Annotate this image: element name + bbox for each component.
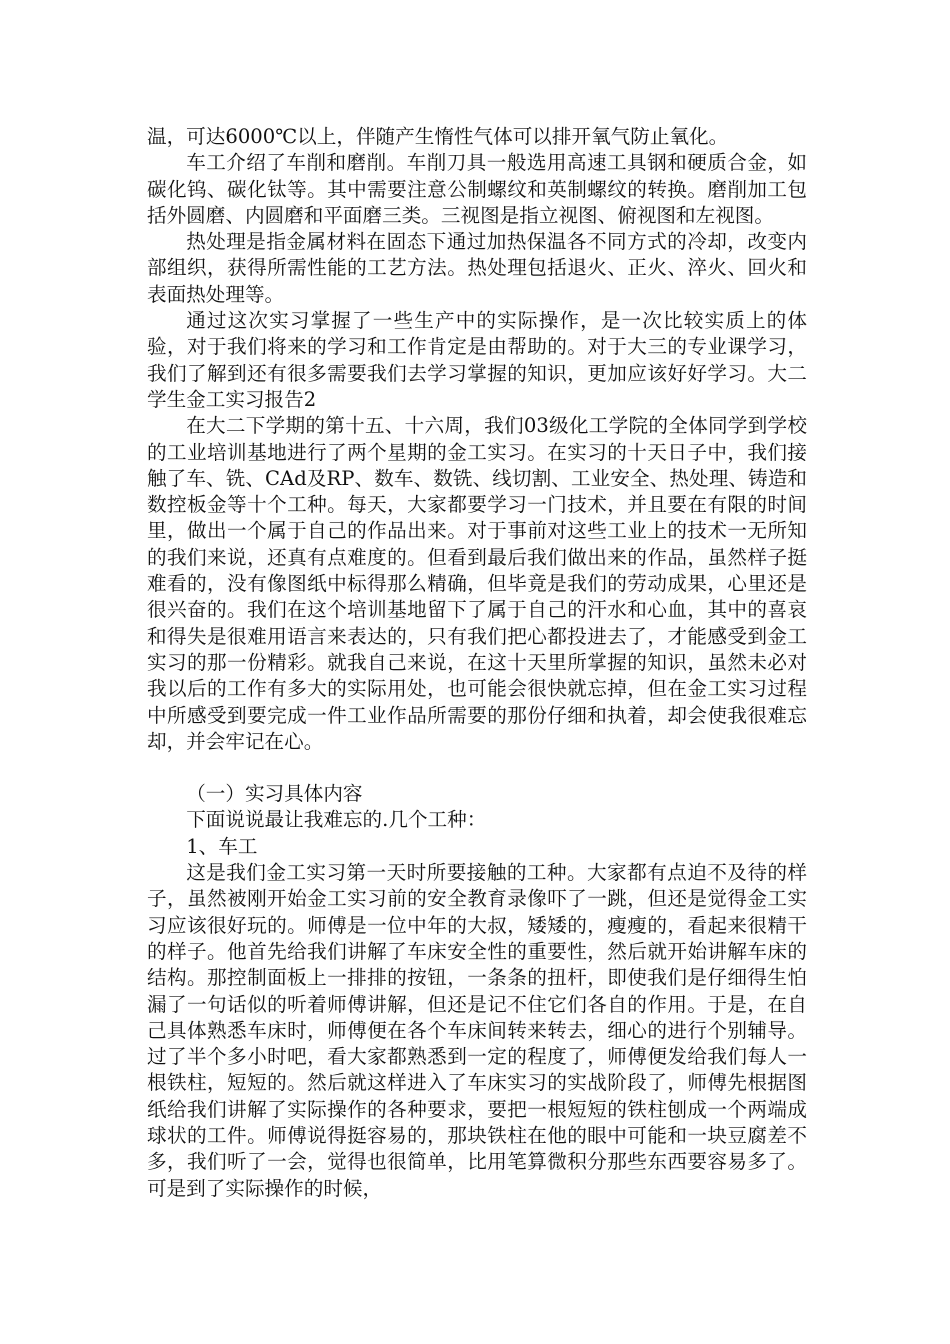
paragraph-continuation: 温，可达6000℃以上，伴随产生惰性气体可以排开氧气防止氧化。: [147, 125, 729, 148]
paragraph-summary: 通过这次实习掌握了一些生产中的实际操作，是一次比较实质上的体验，对于我们将来的学习和工作肯定是由帮助的。对于大三的专业课学习，我们了解到还有很多需要我们去学习掌握的知识，更加应该好好学习。大二学生金工实习报告2: [147, 309, 807, 411]
paragraph-heat-treatment: 热处理是指金属材料在固态下通过加热保温各不同方式的冷却，改变内部组织，获得所需性能的工艺方法。热处理包括退火、正火、淬火、回火和表面热处理等。: [147, 230, 807, 306]
section-heading: （一）实习具体内容: [186, 782, 363, 806]
intro-line: 下面说说最让我难忘的.几个工种：: [186, 808, 487, 832]
paragraph-lathe: 这是我们金工实习第一天时所要接触的工种。大家都有点迫不及待的样子，虽然被刚开始金工实习前的安全教育录像吓了一跳，但还是觉得金工实习应该很好玩的。师傅是一位中年的大叔，矮矮的，瘦瘦的，看起来很精干的样子。他首先给我们讲解了车床安全性的重要性，然后就开始讲解车床的结构。那控制面板上一排排的按钮，一条条的扭杆，即使我们是仔细得生怕漏了一句话似的听着师傅讲解，但还是记不住它们各自的作用。于是，在自己具体熟悉车床时，师傅便在各个车床间转来转去，细心的进行个别辅导。过了半个多小时吧，看大家都熟悉到一定的程度了，师傅便发给我们每人一根铁柱，短短的。然后就这样进入了车床实习的实战阶段了，师傅先根据图纸给我们讲解了实际操作的各种要求，要把一根短短的铁柱刨成一个两端成球状的工件。师傅说得挺容易的，那块铁柱在他的眼中可能和一块豆腐差不多，我们听了一会，觉得也很简单，比用笔算微积分那些东西要容易多了。可是到了实际操作的时候，: [147, 861, 807, 1200]
subheading-lathe: 1、车工: [186, 834, 258, 858]
document-page: [147, 124, 807, 1202]
paragraph-turning: 车工介绍了车削和磨削。车削刀具一般选用高速工具钢和硬质合金，如碳化钨、碳化钛等。其中需要注意公制螺纹和英制螺纹的转换。磨削加工包括外圆磨、内圆磨和平面磨三类。三视图是指立视图、俯视图和左视图。: [147, 151, 807, 227]
paragraph-report-two: 在大二下学期的第十五、十六周，我们03级化工学院的全体同学到学校的工业培训基地进行了两个星期的金工实习。在实习的十天日子中，我们接触了车、铣、CAd及RP、数车、数铣、线切割、工业安全、热处理、铸造和数控板金等十个工种。每天，大家都要学习一门技术，并且要在有限的时间里，做出一个属于自己的作品出来。对于事前对这些工业上的技术一无所知的我们来说，还真有点难度的。但看到最后我们做出来的作品，虽然样子挺难看的，没有像图纸中标得那么精确，但毕竟是我们的劳动成果，心里还是很兴奋的。我们在这个培训基地留下了属于自己的汗水和心血，其中的喜哀和得失是很难用语言来表达的，只有我们把心都投进去了，才能感受到金工实习的那一份精彩。就我自己来说，在这十天里所掌握的知识，虽然未必对我以后的工作有多大的实际用处，也可能会很快就忘掉，但在金工实习过程中所感受到要完成一件工业作品所需要的那份仔细和执着，却会使我很难忘却，并会牢记在心。: [147, 414, 807, 753]
blank-line: [147, 755, 807, 781]
